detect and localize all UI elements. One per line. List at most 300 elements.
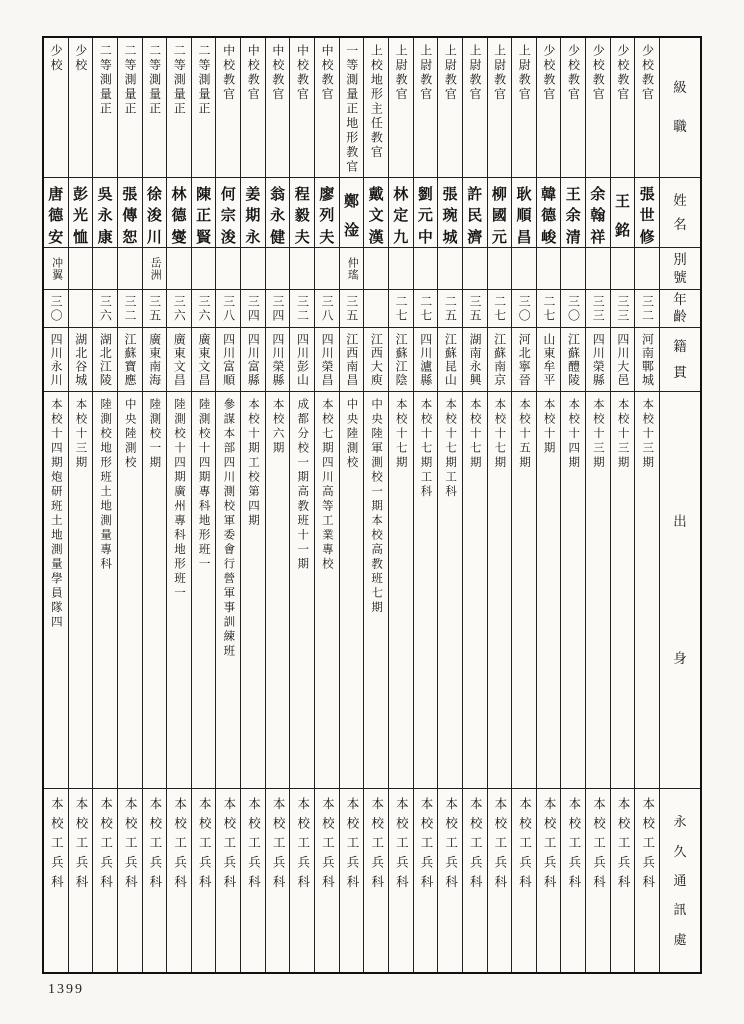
native-place-text: 湖南永興	[467, 333, 482, 387]
rank-text: 上尉教官	[467, 44, 482, 102]
alias-cell	[167, 248, 191, 290]
mailing-address-cell	[315, 789, 339, 972]
person-column	[315, 38, 340, 972]
mailing-address-text: 本校工兵科	[640, 797, 655, 895]
rank-cell	[340, 38, 364, 178]
person-name: 戴 文 漢	[368, 186, 384, 246]
rank-text: 中校教官	[295, 44, 310, 102]
name-cell	[93, 178, 117, 248]
rank-cell	[561, 38, 585, 178]
name-cell	[364, 178, 388, 248]
name-cell	[635, 178, 659, 248]
age-cell	[44, 290, 68, 328]
mailing-address-cell	[216, 789, 240, 972]
age-cell	[512, 290, 536, 328]
mailing-address-cell	[118, 789, 142, 972]
age-text: 三五	[147, 294, 162, 323]
mailing-address-cell	[143, 789, 167, 972]
rank-cell	[93, 38, 117, 178]
name-cell	[512, 178, 536, 248]
rank-cell	[69, 38, 93, 178]
mailing-address-text: 本校工兵科	[492, 797, 507, 895]
rank-text: 少校	[73, 44, 88, 73]
name-cell	[315, 178, 339, 248]
alias-cell	[118, 248, 142, 290]
age-cell	[611, 290, 635, 328]
page-number: 1399	[48, 982, 84, 997]
origin-text: 陸測校十四期專科地形班一	[197, 398, 210, 572]
alias-cell	[463, 248, 487, 290]
origin-text: 本校十三期	[74, 398, 87, 471]
origin-cell	[561, 392, 585, 789]
alias-cell	[290, 248, 314, 290]
mailing-address-text: 本校工兵科	[418, 797, 433, 895]
person-column	[266, 38, 291, 972]
native-place-text: 河北寧晉	[517, 333, 532, 387]
native-place-cell	[438, 328, 462, 392]
header-native-label: 籍 貫	[673, 339, 687, 380]
origin-text: 陸測校一期	[148, 398, 161, 471]
name-cell	[192, 178, 216, 248]
native-place-cell	[414, 328, 438, 392]
age-cell	[241, 290, 265, 328]
name-cell	[389, 178, 413, 248]
mailing-address-cell	[364, 789, 388, 972]
person-column	[340, 38, 365, 972]
person-column	[537, 38, 562, 972]
native-place-text: 江蘇醴陵	[566, 333, 581, 387]
age-cell	[364, 290, 388, 328]
native-place-text: 山東牟平	[541, 333, 556, 387]
origin-cell	[340, 392, 364, 789]
native-place-cell	[389, 328, 413, 392]
origin-text: 陸測校十四期廣州專科地形班一	[173, 398, 186, 601]
mailing-address-text: 本校工兵科	[369, 797, 384, 895]
age-cell	[438, 290, 462, 328]
name-cell	[488, 178, 512, 248]
age-cell	[192, 290, 216, 328]
name-cell	[216, 178, 240, 248]
rank-text: 少校	[49, 44, 64, 73]
person-name: 唐 德 安	[48, 186, 64, 246]
alias-cell	[512, 248, 536, 290]
mailing-address-cell	[192, 789, 216, 972]
age-text: 二七	[418, 294, 433, 323]
name-cell	[414, 178, 438, 248]
person-column	[93, 38, 118, 972]
native-place-text: 湖北江陵	[98, 333, 113, 387]
person-column	[118, 38, 143, 972]
age-text: 二七	[492, 294, 507, 323]
rank-cell	[488, 38, 512, 178]
native-place-cell	[586, 328, 610, 392]
age-cell	[93, 290, 117, 328]
rank-text: 上尉教官	[517, 44, 532, 102]
name-cell	[167, 178, 191, 248]
native-place-cell	[266, 328, 290, 392]
header-rank-cell	[660, 38, 700, 178]
person-name: 許 民 濟	[467, 186, 483, 246]
person-name: 韓 德 峻	[541, 186, 557, 246]
age-cell	[561, 290, 585, 328]
alias-cell	[241, 248, 265, 290]
alias-cell	[315, 248, 339, 290]
origin-cell	[611, 392, 635, 789]
person-column	[438, 38, 463, 972]
mailing-address-text: 本校工兵科	[123, 797, 138, 895]
age-text: 三八	[221, 294, 236, 323]
native-place-text: 四川富順	[221, 333, 236, 387]
native-place-text: 廣東文昌	[172, 333, 187, 387]
age-cell	[635, 290, 659, 328]
origin-text: 參謀本部四川測校軍委會行營軍事訓練班	[222, 398, 235, 659]
person-column	[290, 38, 315, 972]
age-text: 三八	[320, 294, 335, 323]
origin-text: 中央陸測校	[345, 398, 358, 471]
mailing-address-cell	[635, 789, 659, 972]
mailing-address-cell	[167, 789, 191, 972]
person-name: 林 德 燮	[171, 186, 187, 246]
age-cell	[488, 290, 512, 328]
mailing-address-cell	[611, 789, 635, 972]
alias-cell	[340, 248, 364, 290]
mailing-address-cell	[488, 789, 512, 972]
name-cell	[266, 178, 290, 248]
age-cell	[69, 290, 93, 328]
native-place-cell	[143, 328, 167, 392]
mailing-address-text: 本校工兵科	[49, 797, 64, 895]
native-place-text: 四川榮縣	[270, 333, 285, 387]
alias-cell	[635, 248, 659, 290]
native-place-cell	[44, 328, 68, 392]
native-place-text: 廣東文昌	[196, 333, 211, 387]
native-place-cell	[241, 328, 265, 392]
age-cell	[167, 290, 191, 328]
origin-text: 本校十期工校第四期	[246, 398, 259, 529]
origin-cell	[216, 392, 240, 789]
person-column	[586, 38, 611, 972]
mailing-address-cell	[414, 789, 438, 972]
origin-cell	[167, 392, 191, 789]
age-text: 二七	[394, 294, 409, 323]
rank-text: 中校教官	[221, 44, 236, 102]
origin-text: 本校十七期工科	[419, 398, 432, 500]
origin-cell	[266, 392, 290, 789]
name-cell	[118, 178, 142, 248]
mailing-address-cell	[586, 789, 610, 972]
person-column	[389, 38, 414, 972]
rank-text: 中校教官	[320, 44, 335, 102]
rank-cell	[586, 38, 610, 178]
rank-cell	[241, 38, 265, 178]
native-place-cell	[611, 328, 635, 392]
name-cell	[143, 178, 167, 248]
native-place-cell	[488, 328, 512, 392]
native-place-text: 河南鄲城	[640, 333, 655, 387]
age-text: 三四	[246, 294, 261, 323]
origin-cell	[512, 392, 536, 789]
alias-cell	[216, 248, 240, 290]
rank-cell	[438, 38, 462, 178]
age-cell	[463, 290, 487, 328]
rank-text: 二等測量正	[147, 44, 162, 117]
header-address-label: 永 久 通 訊 處	[673, 814, 687, 947]
origin-text: 本校十期	[542, 398, 555, 456]
origin-cell	[241, 392, 265, 789]
origin-cell	[586, 392, 610, 789]
rank-text: 上尉教官	[443, 44, 458, 102]
age-text: 三〇	[517, 294, 532, 323]
origin-cell	[44, 392, 68, 789]
origin-text: 陸測校地形班土地測量專科	[99, 398, 112, 572]
person-column	[364, 38, 389, 972]
person-column	[241, 38, 266, 972]
native-place-text: 四川彭山	[295, 333, 310, 387]
header-alias-label: 別 號	[673, 251, 687, 285]
origin-cell	[389, 392, 413, 789]
alias-cell	[389, 248, 413, 290]
mailing-address-cell	[290, 789, 314, 972]
person-column	[44, 38, 69, 972]
native-place-text: 四川大邑	[615, 333, 630, 387]
alias-cell	[143, 248, 167, 290]
person-name: 張 世 修	[639, 186, 655, 246]
mailing-address-cell	[340, 789, 364, 972]
header-name-cell	[660, 178, 700, 248]
origin-text: 本校七期四川高等工業專校	[320, 398, 333, 572]
age-cell	[537, 290, 561, 328]
person-column	[561, 38, 586, 972]
person-name: 徐 浚 川	[146, 186, 162, 246]
mailing-address-text: 本校工兵科	[443, 797, 458, 895]
alias-cell	[561, 248, 585, 290]
age-cell	[586, 290, 610, 328]
mailing-address-text: 本校工兵科	[566, 797, 581, 895]
roster-table	[42, 36, 702, 974]
native-place-text: 江西南昌	[344, 333, 359, 387]
header-native-cell	[660, 328, 700, 392]
native-place-cell	[167, 328, 191, 392]
native-place-cell	[93, 328, 117, 392]
origin-cell	[635, 392, 659, 789]
native-place-text: 四川瀘縣	[418, 333, 433, 387]
age-text: 三〇	[566, 294, 581, 323]
rank-cell	[315, 38, 339, 178]
alias-text: 仲瑤	[346, 256, 359, 281]
rank-text: 少校教官	[541, 44, 556, 102]
rank-text: 少校教官	[566, 44, 581, 102]
age-text: 三二	[640, 294, 655, 323]
age-text: 三六	[98, 294, 113, 323]
mailing-address-text: 本校工兵科	[271, 797, 286, 895]
alias-cell	[414, 248, 438, 290]
rank-text: 中校教官	[246, 44, 261, 102]
mailing-address-text: 本校工兵科	[616, 797, 631, 895]
mailing-address-text: 本校工兵科	[246, 797, 261, 895]
name-cell	[290, 178, 314, 248]
name-cell	[340, 178, 364, 248]
age-cell	[266, 290, 290, 328]
native-place-cell	[118, 328, 142, 392]
age-cell	[340, 290, 364, 328]
mailing-address-text: 本校工兵科	[147, 797, 162, 895]
age-text: 二七	[541, 294, 556, 323]
origin-text: 本校十七期工科	[444, 398, 457, 500]
alias-cell	[69, 248, 93, 290]
age-cell	[315, 290, 339, 328]
alias-cell	[93, 248, 117, 290]
origin-cell	[192, 392, 216, 789]
rank-text: 少校教官	[591, 44, 606, 102]
native-place-cell	[537, 328, 561, 392]
native-place-text: 四川榮昌	[320, 333, 335, 387]
native-place-text: 湖北谷城	[73, 333, 88, 387]
native-place-cell	[192, 328, 216, 392]
mailing-address-text: 本校工兵科	[542, 797, 557, 895]
origin-text: 本校十四期	[567, 398, 580, 471]
rank-text: 上校地形主任教官	[369, 44, 384, 160]
mailing-address-cell	[512, 789, 536, 972]
rank-cell	[266, 38, 290, 178]
rank-cell	[364, 38, 388, 178]
mailing-address-cell	[561, 789, 585, 972]
rank-cell	[389, 38, 413, 178]
header-name-label: 姓 名	[673, 193, 687, 232]
alias-cell	[488, 248, 512, 290]
age-text: 三五	[344, 294, 359, 323]
rank-cell	[463, 38, 487, 178]
native-place-text: 四川榮縣	[591, 333, 606, 387]
alias-cell	[266, 248, 290, 290]
native-place-cell	[561, 328, 585, 392]
header-address-cell	[660, 789, 700, 972]
mailing-address-text: 本校工兵科	[172, 797, 187, 895]
native-place-cell	[69, 328, 93, 392]
age-cell	[118, 290, 142, 328]
origin-text: 本校十四期炮研班土地測量學員隊四	[49, 398, 62, 630]
origin-text: 本校十三期	[616, 398, 629, 471]
rank-text: 一等測量正地形教官	[344, 44, 359, 175]
origin-cell	[118, 392, 142, 789]
native-place-text: 江西大庾	[369, 333, 384, 387]
rank-text: 上尉教官	[492, 44, 507, 102]
rank-cell	[290, 38, 314, 178]
person-name: 王 銘	[615, 194, 631, 239]
person-column	[635, 38, 660, 972]
header-alias-cell	[660, 248, 700, 290]
person-name: 吳 永 康	[97, 186, 113, 246]
alias-cell	[364, 248, 388, 290]
person-column	[488, 38, 513, 972]
mailing-address-cell	[389, 789, 413, 972]
mailing-address-cell	[266, 789, 290, 972]
header-origin-cell	[660, 392, 700, 789]
origin-text: 成都分校一期高教班十一期	[296, 398, 309, 572]
person-name: 陳 正 賢	[196, 186, 212, 246]
age-cell	[389, 290, 413, 328]
origin-cell	[143, 392, 167, 789]
age-cell	[290, 290, 314, 328]
mailing-address-cell	[69, 789, 93, 972]
native-place-text: 四川富縣	[246, 333, 261, 387]
person-name: 翁 永 健	[270, 186, 286, 246]
origin-text: 本校十七期	[468, 398, 481, 471]
native-place-cell	[463, 328, 487, 392]
rank-cell	[216, 38, 240, 178]
header-rank-label: 級 職	[673, 80, 687, 135]
person-column	[512, 38, 537, 972]
origin-cell	[364, 392, 388, 789]
alias-text: 岳洲	[149, 256, 162, 281]
mailing-address-cell	[438, 789, 462, 972]
age-text: 三三	[615, 294, 630, 323]
origin-text: 本校六期	[271, 398, 284, 456]
name-cell	[44, 178, 68, 248]
mailing-address-cell	[241, 789, 265, 972]
origin-cell	[315, 392, 339, 789]
origin-text: 本校十五期	[518, 398, 530, 471]
row-header-column	[660, 38, 700, 972]
origin-text: 本校十七期	[493, 398, 506, 471]
person-name: 程 毅 夫	[294, 186, 310, 246]
name-cell	[586, 178, 610, 248]
person-column	[69, 38, 94, 972]
alias-text: 冲翼	[50, 256, 63, 281]
rank-cell	[192, 38, 216, 178]
native-place-cell	[635, 328, 659, 392]
person-name: 姜 期 永	[245, 186, 261, 246]
native-place-cell	[340, 328, 364, 392]
mailing-address-cell	[44, 789, 68, 972]
mailing-address-cell	[93, 789, 117, 972]
person-name: 張 琬 城	[442, 186, 458, 246]
origin-text: 中央陸測校	[123, 398, 136, 471]
native-place-text: 江蘇寶應	[123, 333, 138, 387]
origin-cell	[290, 392, 314, 789]
mailing-address-cell	[537, 789, 561, 972]
header-age-cell	[660, 290, 700, 328]
mailing-address-text: 本校工兵科	[468, 797, 483, 895]
age-cell	[216, 290, 240, 328]
native-place-cell	[290, 328, 314, 392]
native-place-cell	[216, 328, 240, 392]
alias-cell	[44, 248, 68, 290]
rank-text: 二等測量正	[196, 44, 211, 117]
name-cell	[463, 178, 487, 248]
age-text: 三二	[123, 294, 138, 323]
age-text: 三〇	[49, 294, 64, 323]
alias-cell	[611, 248, 635, 290]
native-place-cell	[364, 328, 388, 392]
rank-cell	[635, 38, 659, 178]
mailing-address-text: 本校工兵科	[295, 797, 310, 895]
mailing-address-text: 本校工兵科	[221, 797, 236, 895]
native-place-text: 江蘇昆山	[443, 333, 458, 387]
name-cell	[611, 178, 635, 248]
person-name: 林 定 九	[393, 186, 409, 246]
mailing-address-text: 本校工兵科	[197, 797, 212, 895]
rank-cell	[167, 38, 191, 178]
age-text: 三六	[196, 294, 211, 323]
person-column	[414, 38, 439, 972]
native-place-text: 四川永川	[49, 333, 64, 387]
native-place-text: 江蘇江陰	[394, 333, 409, 387]
origin-cell	[438, 392, 462, 789]
alias-cell	[438, 248, 462, 290]
header-origin-label: 出 身	[673, 514, 687, 666]
age-cell	[143, 290, 167, 328]
age-text: 三三	[591, 294, 606, 323]
